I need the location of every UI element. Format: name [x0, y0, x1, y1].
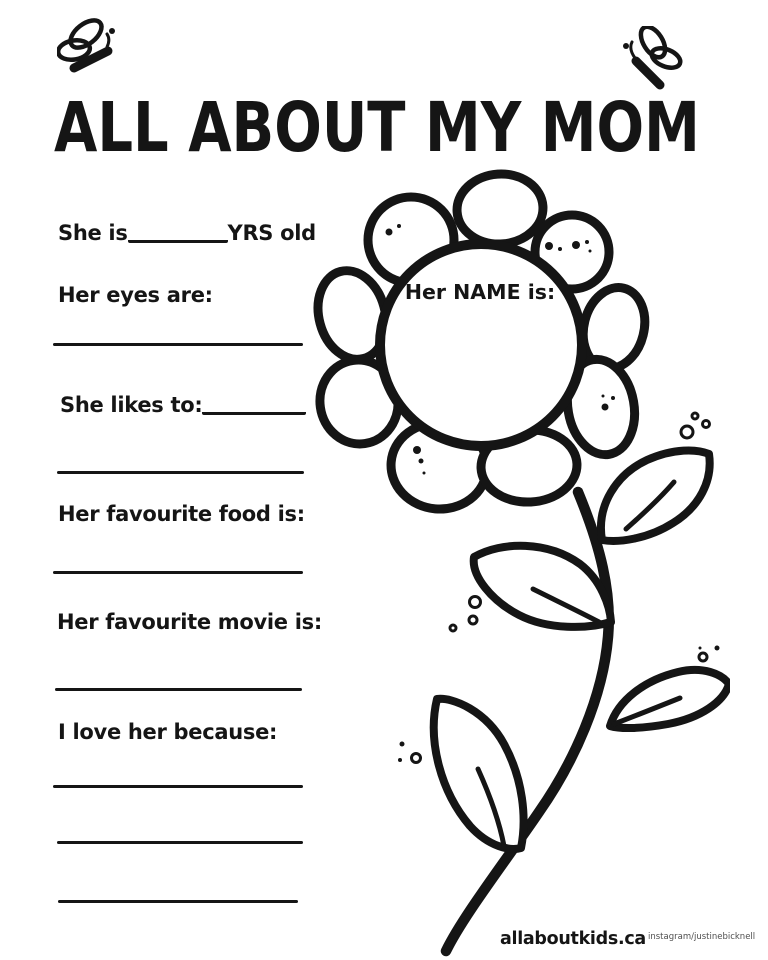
movie-answer-line[interactable] [55, 688, 302, 691]
love-answer-line-2[interactable] [57, 841, 303, 844]
likes-blank-field[interactable] [202, 398, 306, 415]
eyes-answer-line[interactable] [53, 343, 303, 346]
prompt-age-after: YRS old [227, 221, 316, 245]
butterfly-icon [57, 14, 125, 76]
love-answer-line-3[interactable] [58, 900, 298, 903]
likes-answer-line[interactable] [57, 471, 304, 474]
prompt-age [58, 222, 316, 245]
page-title: ALL ABOUT MY MOM [54, 89, 700, 169]
butterfly-icon [616, 26, 688, 92]
prompt-likes [60, 394, 306, 417]
flower-name-label: Her NAME is: [404, 280, 556, 304]
prompt-age-before: She is [58, 221, 128, 245]
footer-website: allaboutkids.ca [500, 929, 646, 949]
flower-doodle [300, 158, 730, 960]
prompt-movie: Her favourite movie is: [57, 610, 322, 634]
leaf-upper-right [601, 450, 710, 540]
age-blank-field[interactable] [128, 226, 228, 243]
prompt-love: I love her because: [58, 720, 278, 744]
prompt-eyes: Her eyes are: [58, 283, 213, 307]
love-answer-line-1[interactable] [53, 785, 303, 788]
footer-instagram-credit: instagram/justinebicknell [648, 932, 756, 942]
prompt-likes-label: She likes to: [60, 393, 203, 417]
flower-center[interactable] [380, 244, 582, 446]
food-answer-line[interactable] [53, 571, 303, 574]
prompt-food: Her favourite food is: [58, 502, 305, 526]
leaf-middle-left [474, 546, 611, 627]
